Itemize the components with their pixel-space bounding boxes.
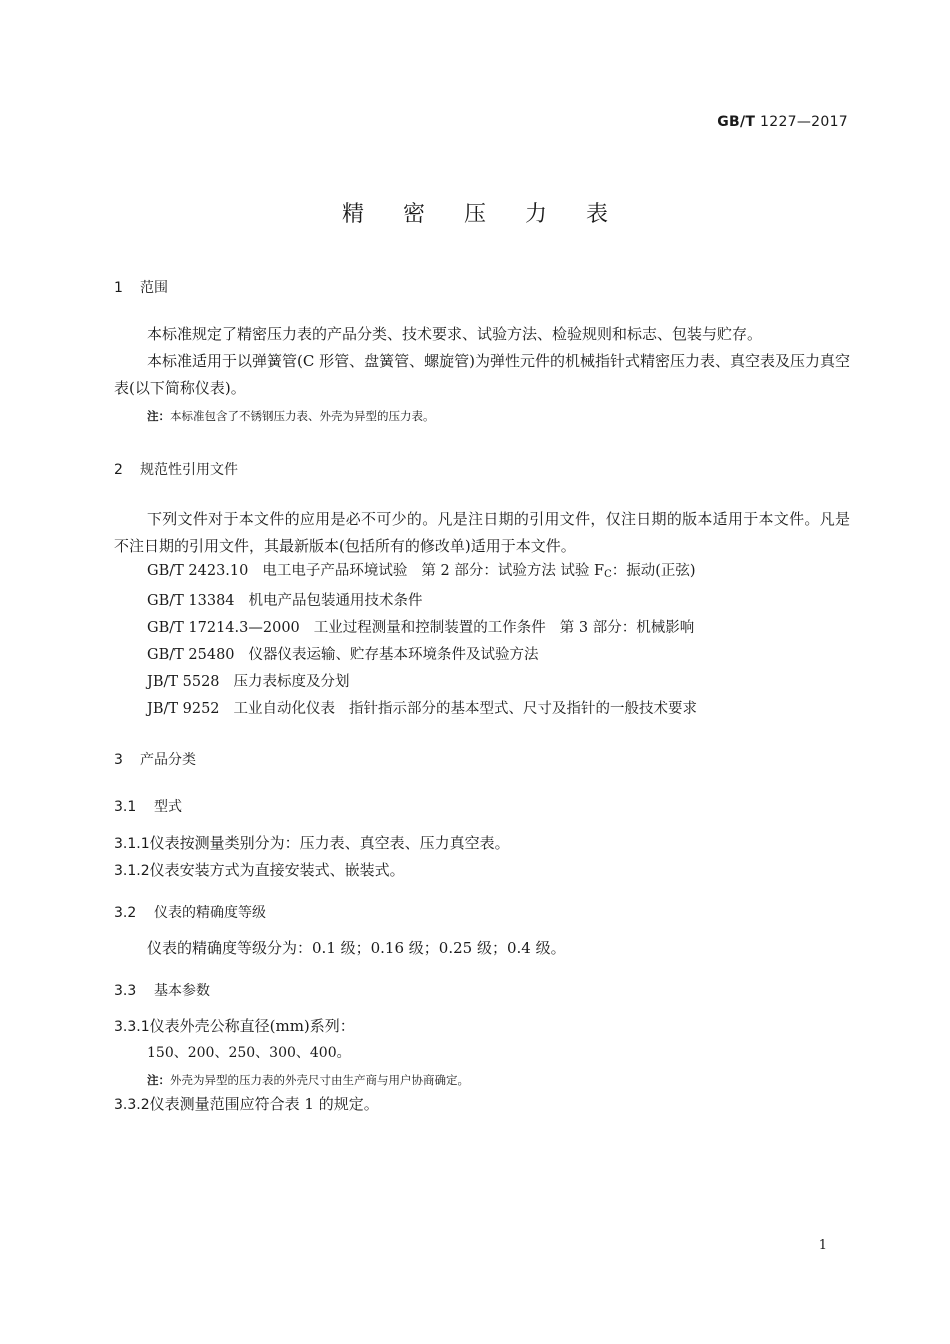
reference-title-part: 指针指示部分的基本型式、尺寸及指针的一般技术要求 — [349, 701, 698, 717]
subsection-number: 3.2 — [114, 905, 137, 921]
reference-code: JB/T 5528 — [147, 674, 220, 690]
reference-title-part: 第 2 部分：试验方法 试验 F — [421, 563, 605, 579]
reference-title: 机电产品包装通用技术条件 — [248, 593, 423, 609]
clause-text: 仪表按测量类别分为：压力表、真空表、压力真空表。 — [149, 834, 510, 852]
section-title: 产品分类 — [140, 752, 196, 768]
diameter-note — [147, 1072, 469, 1088]
subsection-heading-3-2 — [114, 902, 266, 922]
accuracy-class-paragraph: 仪表的精确度等级分为：0.1 级；0.16 级；0.25 级；0.4 级。 — [147, 939, 566, 957]
reference-code: GB/T 2423.10 — [147, 563, 249, 579]
clause-number: 3.1.2 — [114, 863, 150, 879]
page-title: 精 密 压 力 表 — [342, 202, 624, 227]
reference-subscript: C — [604, 569, 612, 580]
standard-code-prefix: GB/T — [717, 114, 756, 130]
page-number: 1 — [818, 1238, 827, 1253]
reference-list — [147, 558, 697, 723]
clause-text: 仪表测量范围应符合表 1 的规定。 — [149, 1095, 379, 1113]
subsection-number: 3.1 — [114, 799, 137, 815]
section-heading-3 — [114, 749, 196, 769]
reference-code: GB/T 17214.3—2000 — [147, 620, 300, 636]
reference-item — [147, 696, 697, 723]
section-number: 2 — [114, 462, 123, 478]
note-text: 本标准包含了不锈钢压力表、外壳为异型的压力表。 — [170, 409, 435, 423]
reference-item — [147, 669, 697, 696]
reference-title-part: 第 3 部分：机械影响 — [559, 620, 695, 636]
standard-code — [717, 114, 848, 130]
reference-title: 电工电子产品环境试验 — [262, 563, 408, 579]
clause-3-1-1 — [114, 830, 510, 858]
reference-title: 工业自动化仪表 — [233, 701, 336, 717]
section-title: 规范性引用文件 — [140, 462, 238, 478]
reference-code: JB/T 9252 — [147, 701, 220, 717]
note-label: 注： — [147, 1073, 170, 1087]
section-number: 3 — [114, 752, 123, 768]
note-label: 注： — [147, 409, 170, 423]
reference-title: 仪器仪表运输、贮存基本环境条件及试验方法 — [248, 647, 539, 663]
reference-code: GB/T 25480 — [147, 647, 235, 663]
section-heading-1 — [114, 277, 168, 297]
subsection-number: 3.3 — [114, 983, 137, 999]
section-number: 1 — [114, 280, 123, 296]
reference-title: 压力表标度及分划 — [233, 674, 350, 690]
reference-code: GB/T 13384 — [147, 593, 235, 609]
clause-3-1-2 — [114, 857, 405, 885]
clause-text: 仪表外壳公称直径(mm)系列： — [149, 1017, 355, 1035]
scope-paragraph-1: 本标准规定了精密压力表的产品分类、技术要求、试验方法、检验规则和标志、包装与贮存。 — [147, 325, 763, 343]
subsection-title: 基本参数 — [154, 983, 210, 999]
subsection-heading-3-3 — [114, 980, 210, 1000]
note-text: 外壳为异型的压力表的外壳尺寸由生产商与用户协商确定。 — [170, 1073, 469, 1087]
section-heading-2 — [114, 459, 238, 479]
reference-title: 工业过程测量和控制装置的工作条件 — [313, 620, 546, 636]
scope-paragraph-2: 本标准适用于以弹簧管(C 形管、盘簧管、螺旋管)为弹性元件的机械指针式精密压力表、真空表及压力真空表(以下简称仪表)。 — [114, 352, 850, 397]
reference-item — [147, 615, 697, 642]
clause-number: 3.3.1 — [114, 1019, 150, 1035]
subsection-heading-3-1 — [114, 796, 182, 816]
clause-3-3-2 — [114, 1091, 379, 1119]
reference-title-end: ：振动(正弦) — [611, 563, 696, 579]
clause-3-3-1 — [114, 1013, 355, 1041]
reference-item — [147, 588, 697, 615]
standard-code-number: 1227—2017 — [760, 114, 848, 130]
diameter-series: 150、200、250、300、400。 — [147, 1045, 351, 1061]
section-title: 范围 — [140, 280, 168, 296]
references-intro: 下列文件对于本文件的应用是必不可少的。凡是注日期的引用文件，仅注日期的版本适用于本文件。凡是不注日期的引用文件，其最新版本(包括所有的修改单)适用于本文件。 — [114, 510, 850, 555]
reference-item — [147, 642, 697, 669]
clause-number: 3.1.1 — [114, 836, 150, 852]
scope-note — [147, 408, 435, 424]
clause-number: 3.3.2 — [114, 1097, 150, 1113]
reference-item — [147, 558, 697, 588]
clause-text: 仪表安装方式为直接安装式、嵌装式。 — [149, 861, 405, 879]
subsection-title: 仪表的精确度等级 — [154, 905, 266, 921]
subsection-title: 型式 — [154, 799, 182, 815]
